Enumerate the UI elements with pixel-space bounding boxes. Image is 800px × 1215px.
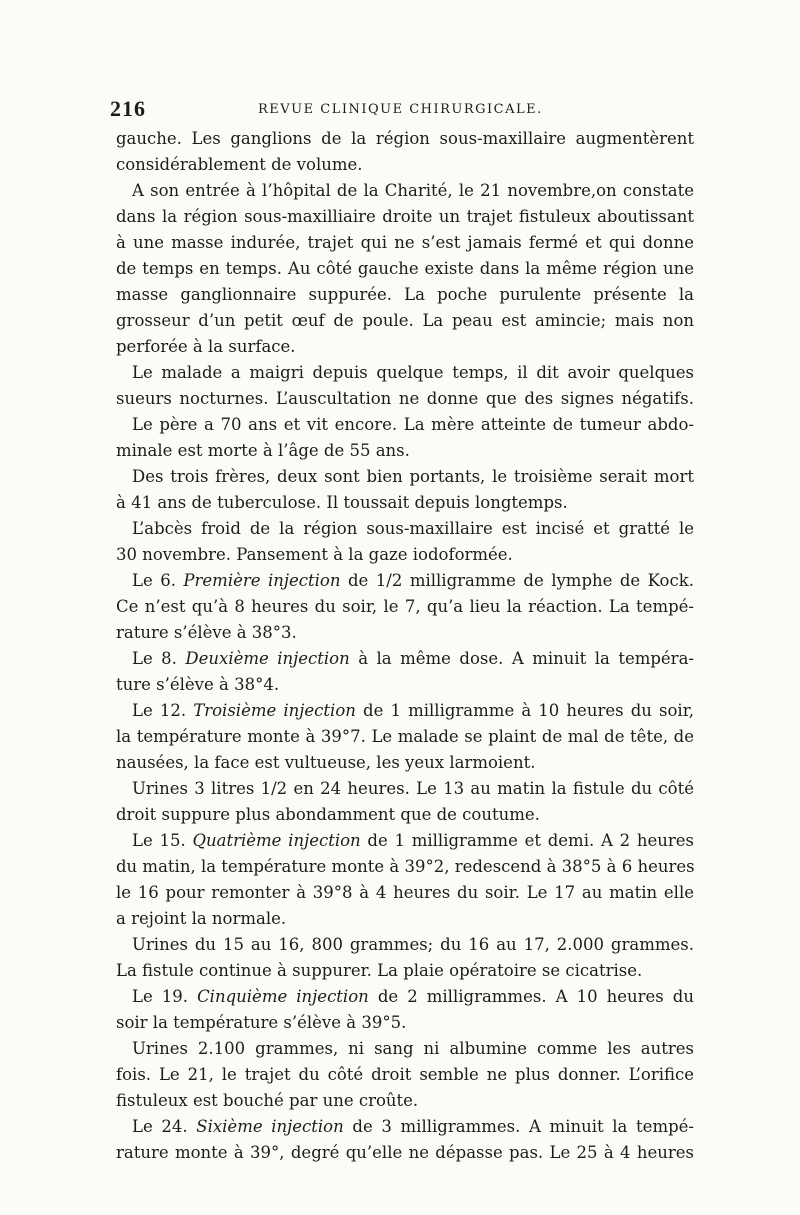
text-line [116,464,694,490]
text-line [116,1036,694,1062]
text-segment: soir la température s’élève à 39°5. [116,1013,407,1032]
text-line [116,802,694,828]
text-segment: Des trois frères, deux sont bien portants, le troisième serait mort [132,467,694,486]
text-segment: de 1 milligramme et demi. A 2 heures [360,831,695,850]
text-line [116,360,694,386]
text-segment: Le 24. [132,1117,197,1136]
text-segment: à la même dose. A minuit la tempéra- [349,649,694,668]
italic-text: Première injection [183,571,341,590]
text-line [116,256,694,282]
text-segment: grosseur d’un petit œuf de poule. La peau est amincie; mais non [116,311,694,330]
text-line [116,126,694,152]
italic-text: Sixième injection [196,1117,344,1136]
text-segment: Le 19. [132,987,198,1006]
text-line [116,672,694,698]
text-line [116,230,694,256]
text-line [116,854,694,880]
text-segment: dans la région sous-maxilliaire droite un trajet fistuleux aboutissant [116,207,694,226]
body-text [116,126,694,1166]
text-segment: considérablement de volume. [116,155,363,174]
text-segment: Le malade a maigri depuis quelque temps, il dit avoir quelques [132,363,694,382]
text-segment: fistuleux est bouché par une croûte. [116,1091,419,1110]
text-line [116,178,694,204]
page-header [0,96,800,126]
text-line [116,282,694,308]
text-line [116,152,694,178]
text-line [116,1140,694,1166]
italic-text: Troisième injection [193,701,356,720]
italic-text: Deuxième injection [185,649,350,668]
italic-text: Cinquième injection [197,987,369,1006]
text-line [116,412,694,438]
text-line [116,386,694,412]
text-segment: sueurs nocturnes. L’auscultation ne donne que des signes négatifs. [116,389,694,408]
text-segment: de 1 milligramme à 10 heures du soir, [355,701,695,720]
page-number: 216 [110,96,146,121]
text-segment: à 41 ans de tuberculose. Il toussait depuis longtemps. [116,493,568,512]
text-segment: Urines 2.100 grammes, ni sang ni albumine comme les autres [132,1039,694,1058]
text-segment: Le 12. [132,701,194,720]
text-segment: rature monte à 39°, degré qu’elle ne dépasse pas. Le 25 à 4 heures [116,1143,694,1162]
text-line [116,750,694,776]
text-line [116,932,694,958]
running-head: REVUE CLINIQUE CHIRURGICALE. [258,102,543,117]
text-segment: minale est morte à l’âge de 55 ans. [116,441,410,460]
text-segment: à une masse indurée, trajet qui ne s’est jamais fermé et qui donne [116,233,694,252]
text-segment: gauche. Les ganglions de la région sous-maxillaire augmentèrent [116,129,694,148]
text-segment: L’abcès froid de la région sous-maxillaire est incisé et gratté le [132,519,694,538]
text-segment: droit suppure plus abondamment que de coutume. [116,805,540,824]
text-segment: Urines du 15 au 16, 800 grammes; du 16 au 17, 2.000 grammes. [132,935,694,954]
text-segment: Le 6. [132,571,184,590]
text-line [116,490,694,516]
text-line [116,1062,694,1088]
text-line [116,1010,694,1036]
text-segment: Ce n’est qu’à 8 heures du soir, le 7, qu’a lieu la réaction. La tempé- [116,597,694,616]
text-line [116,984,694,1010]
text-segment: Urines 3 litres 1/2 en 24 heures. Le 13 au matin la fistule du côté [132,779,694,798]
text-segment: de 2 milligrammes. A 10 heures du [368,987,694,1006]
text-segment: perforée à la surface. [116,337,296,356]
text-line [116,620,694,646]
text-segment: la température monte à 39°7. Le malade se plaint de mal de tête, de [116,727,694,746]
text-segment: de 3 milligrammes. A minuit la tempé- [343,1117,694,1136]
text-segment: A son entrée à l’hôpital de la Charité, le 21 novembre,on constate [132,181,694,200]
text-segment: ture s’élève à 38°4. [116,675,280,694]
italic-text: Quatrième injection [192,831,361,850]
text-segment: fois. Le 21, le trajet du côté droit semble ne plus donner. L’orifice [116,1065,694,1084]
text-segment: de 1/2 milligramme de lymphe de Kock. [340,571,694,590]
text-line [116,958,694,984]
text-segment: de temps en temps. Au côté gauche existe dans la même région une [116,259,694,278]
text-segment: La fistule continue à suppurer. La plaie opératoire se cicatrise. [116,961,643,980]
text-segment: Le père a 70 ans et vit encore. La mère atteinte de tumeur abdo- [132,415,694,434]
text-line [116,724,694,750]
text-line [116,334,694,360]
text-line [116,1088,694,1114]
text-segment: Le 8. [132,649,186,668]
text-line [116,776,694,802]
text-line [116,516,694,542]
text-line [116,1114,694,1140]
text-line [116,594,694,620]
text-segment: nausées, la face est vultueuse, les yeux larmoient. [116,753,536,772]
text-line [116,568,694,594]
text-line [116,204,694,230]
text-line [116,828,694,854]
text-line [116,646,694,672]
text-segment: 30 novembre. Pansement à la gaze iodoformée. [116,545,513,564]
text-segment: rature s’élève à 38°3. [116,623,297,642]
text-line [116,906,694,932]
text-line [116,308,694,334]
text-line [116,542,694,568]
text-line [116,438,694,464]
text-segment: le 16 pour remonter à 39°8 à 4 heures du soir. Le 17 au matin elle [116,883,694,902]
text-segment: du matin, la température monte à 39°2, redescend à 38°5 à 6 heures [116,857,695,876]
text-segment: Le 15. [132,831,193,850]
text-line [116,880,694,906]
text-segment: masse ganglionnaire suppurée. La poche purulente présente la [116,285,694,304]
text-line [116,698,694,724]
text-segment: a rejoint la normale. [116,909,287,928]
